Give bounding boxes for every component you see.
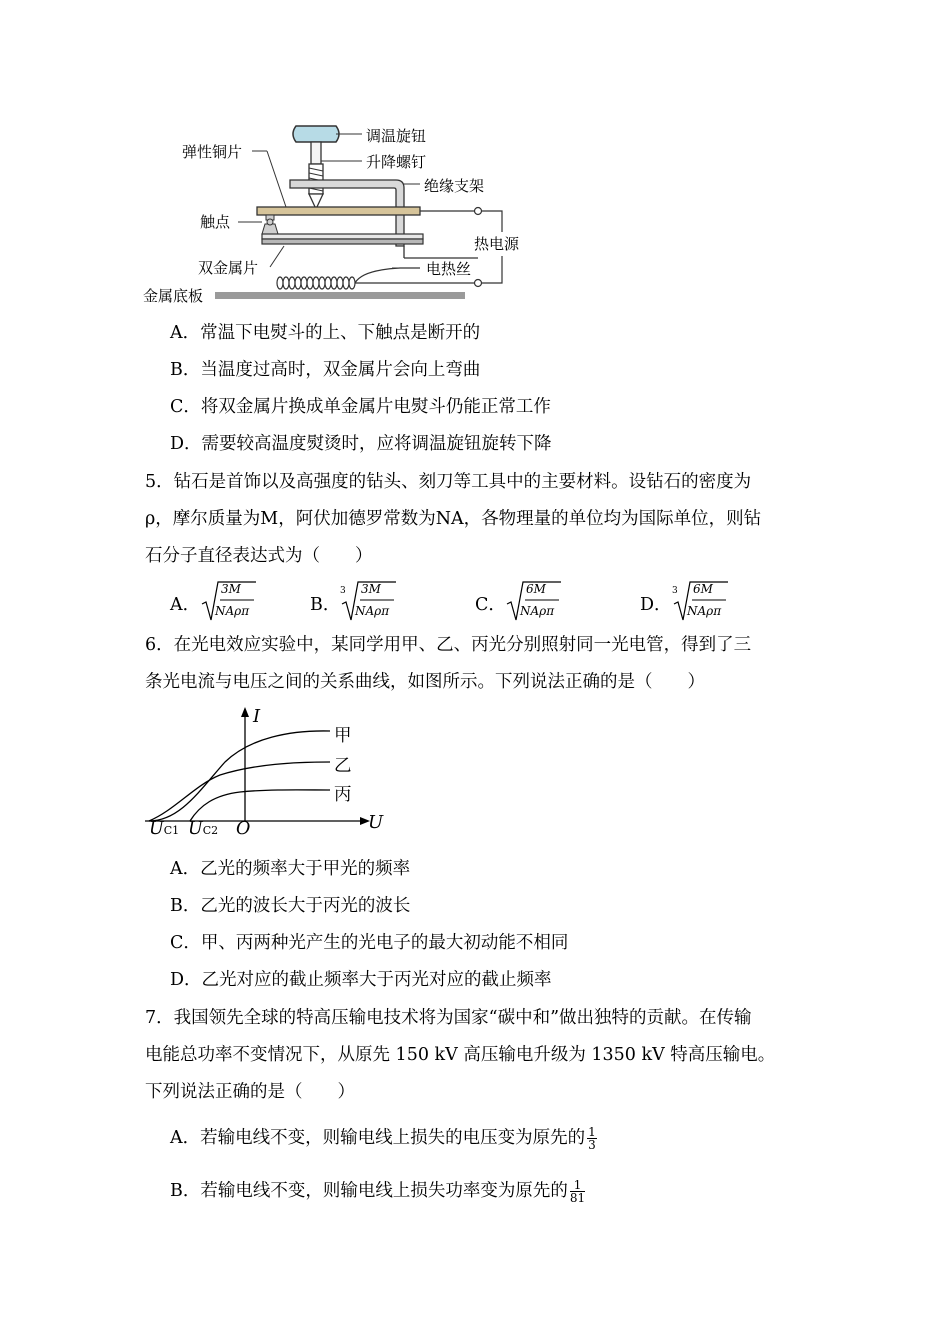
label-knob: 调温旋钮 bbox=[366, 127, 427, 145]
label-support: 绝缘支架 bbox=[424, 177, 485, 195]
q5-option-a-num: 3M bbox=[221, 582, 241, 596]
q5-option-b-num: 3M bbox=[361, 582, 381, 596]
label-screw: 升降螺钉 bbox=[366, 153, 427, 171]
graph-curve-jia-label: 甲 bbox=[334, 726, 352, 746]
label-base: 金属底板 bbox=[143, 287, 204, 305]
graph-i-label: I bbox=[253, 706, 261, 727]
q5-option-b-root-index: 3 bbox=[340, 586, 346, 596]
graph-curve-bing-label: 丙 bbox=[334, 785, 352, 805]
q5-option-a-den: NAρπ bbox=[215, 604, 250, 618]
q5-option-a-letter: A． bbox=[170, 595, 201, 615]
q5-option-d-letter: D． bbox=[640, 595, 672, 615]
q4-option-a: A．常温下电熨斗的上、下触点是断开的 bbox=[170, 323, 481, 343]
q5-stem-line3: 石分子直径表达式为（ ） bbox=[145, 546, 373, 566]
q6-option-d: D．乙光对应的截止频率大于丙光对应的截止频率 bbox=[170, 970, 552, 990]
q7-option-a: A．若输电线不变，则输电线上损失的电压变为原先的 $\frac{1}{3}$ bbox=[170, 1125, 596, 1152]
curve-jia bbox=[149, 731, 330, 821]
q4-option-b: B．当温度过高时，双金属片会向上弯曲 bbox=[170, 360, 481, 380]
graph-curve-yi-label: 乙 bbox=[334, 756, 352, 776]
graph-u-label: U bbox=[368, 812, 384, 833]
q7-stem-line1: 7．我国领先全球的特高压输电技术将为国家“碳中和”做出独特的贡献。在传输 bbox=[145, 1008, 752, 1028]
q6-stem-line2: 条光电流与电压之间的关系曲线，如图所示。下列说法正确的是（ ） bbox=[145, 672, 705, 692]
q5-stem-line1: 5．钻石是首饰以及高强度的钻头、刻刀等工具中的主要材料。设钻石的密度为 bbox=[145, 472, 752, 492]
graph-uc1-label: UC1 bbox=[149, 819, 180, 839]
q6-option-c: C．甲、丙两种光产生的光电子的最大初动能不相同 bbox=[170, 933, 569, 953]
q7-stem-line2: 电能总功率不变情况下，从原先 150 kV 高压输电升级为 1350 kV 特高压输电。 bbox=[145, 1045, 776, 1065]
curve-bing bbox=[190, 790, 330, 821]
q5-stem-line2: ρ，摩尔质量为M，阿伏加德罗常数为NA，各物理量的单位均为国际单位，则钻 bbox=[145, 509, 762, 529]
q7-option-b-fraction: $\frac{1}{81}$ bbox=[569, 1178, 586, 1205]
q5-option-b-den: NAρπ bbox=[355, 604, 390, 618]
q5-option-d-den: NAρπ bbox=[687, 604, 722, 618]
q6-stem-line1: 6．在光电效应实验中，某同学用甲、乙、丙光分别照射同一光电管，得到了三 bbox=[145, 635, 752, 655]
label-power: 热电源 bbox=[474, 235, 520, 253]
label-copper: 弹性铜片 bbox=[182, 143, 243, 161]
q5-option-c-num: 6M bbox=[526, 582, 546, 596]
q5-option-c-den: NAρπ bbox=[520, 604, 555, 618]
q4-option-c: C．将双金属片换成单金属片电熨斗仍能正常工作 bbox=[170, 397, 551, 417]
q5-option-d-num: 6M bbox=[693, 582, 713, 596]
label-bimetal: 双金属片 bbox=[198, 259, 259, 277]
q5-option-d-root-index: 3 bbox=[672, 586, 678, 596]
q4-option-d: D．需要较高温度熨烫时，应将调温旋钮旋转下降 bbox=[170, 434, 552, 454]
label-wire: 电热丝 bbox=[426, 260, 472, 278]
q7-stem-line3: 下列说法正确的是（ ） bbox=[145, 1082, 355, 1102]
q5-option-b-letter: B． bbox=[310, 595, 341, 615]
q5-option-c-letter: C． bbox=[475, 595, 506, 615]
q6-option-b: B．乙光的波长大于丙光的波长 bbox=[170, 896, 411, 916]
q7-option-b: B．若输电线不变，则输电线上损失功率变为原先的 $\frac{1}{81}$ bbox=[170, 1178, 586, 1205]
q6-option-a: A．乙光的频率大于甲光的频率 bbox=[170, 859, 411, 879]
graph-uc2-label: UC2 bbox=[188, 819, 219, 839]
q7-option-a-fraction: $\frac{1}{3}$ bbox=[588, 1125, 596, 1152]
graph-origin-label: O bbox=[236, 819, 251, 839]
label-contact: 触点 bbox=[200, 213, 231, 231]
